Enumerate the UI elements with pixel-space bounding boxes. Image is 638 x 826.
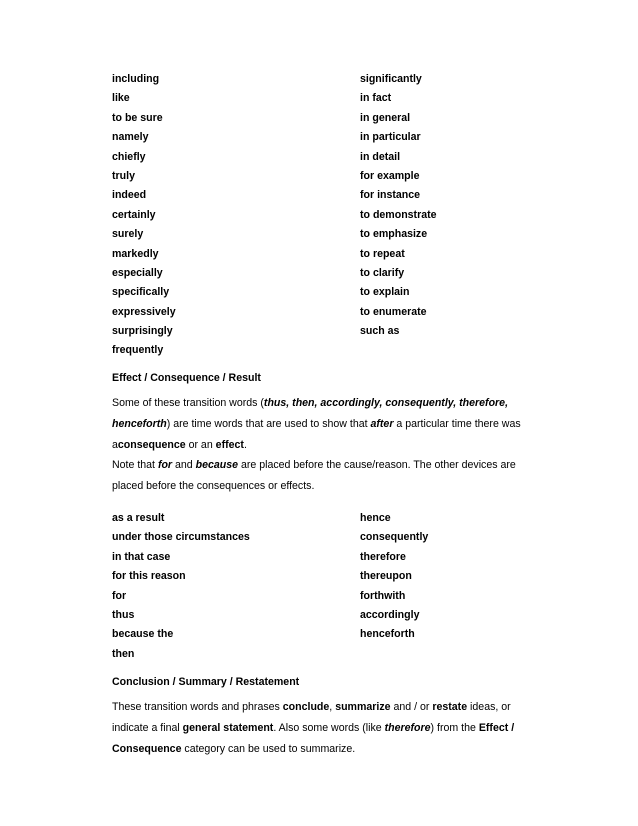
list-row	[112, 587, 542, 606]
bold-term: therefore	[384, 722, 431, 734]
text: Some of these transition words (	[112, 397, 264, 409]
list-item-left: truly	[112, 169, 135, 182]
bold-term: effect	[215, 439, 244, 451]
list-row	[112, 264, 542, 283]
list-item-right: thereupon	[360, 570, 412, 583]
list-row	[112, 322, 542, 341]
text: . Also some words (like	[273, 722, 385, 734]
list-item-left: namely	[112, 131, 149, 144]
list-row	[112, 167, 542, 186]
list-item-left: under those circumstances	[112, 531, 250, 544]
list-item-left: thus	[112, 608, 135, 621]
transition-word-list-effect	[112, 509, 542, 664]
text: ,	[329, 701, 336, 713]
list-item-right: in general	[360, 111, 411, 124]
text: ) from the	[430, 722, 479, 734]
list-item-right: in detail	[360, 150, 401, 163]
list-item-right: henceforth	[360, 628, 415, 641]
list-item-left: especially	[112, 266, 163, 279]
list-row	[112, 303, 542, 322]
text: ) are time words that are used to show that	[166, 418, 371, 430]
list-item-right: to emphasize	[360, 228, 428, 241]
list-item-left: surprisingly	[112, 325, 173, 338]
list-item-right: in fact	[360, 92, 392, 105]
list-item-right: for example	[360, 169, 420, 182]
cause-note-paragraph	[112, 455, 532, 497]
bold-term: for	[157, 459, 173, 471]
list-row	[112, 606, 542, 625]
list-item-left: for	[112, 589, 127, 602]
effect-description-paragraph	[112, 393, 532, 456]
list-row	[112, 70, 542, 89]
section-heading-conclusion: Conclusion / Summary / Restatement	[112, 676, 300, 688]
text: are placed before the cause/reason. The other devices are placed before the consequences or effects.	[112, 459, 516, 492]
text: Note that	[112, 459, 158, 471]
list-row	[112, 283, 542, 302]
list-row	[112, 245, 542, 264]
list-item-right: to explain	[360, 286, 410, 299]
bold-term: general statement	[182, 722, 274, 734]
bold-term: because	[195, 459, 239, 471]
list-row	[112, 186, 542, 205]
list-item-left: to be sure	[112, 111, 163, 124]
list-row	[112, 148, 542, 167]
list-item-left: for this reason	[112, 570, 186, 583]
bold-term: thus, then, accordingly, consequently, therefore,	[263, 397, 509, 409]
section-heading-effect: Effect / Consequence / Result	[112, 372, 261, 384]
text: a particular time there was a	[112, 418, 521, 451]
text: and / or	[390, 701, 433, 713]
text: and	[172, 459, 196, 471]
transition-word-list-emphasis	[112, 70, 542, 361]
bold-term: restate	[432, 701, 468, 713]
list-item-right: significantly	[360, 73, 422, 85]
list-item-left: certainly	[112, 208, 156, 221]
conclusion-description-paragraph	[112, 697, 532, 760]
text: category can be used to summarize.	[181, 743, 356, 755]
list-item-right: accordingly	[360, 608, 420, 621]
list-item-right: in particular	[360, 131, 421, 144]
list-item-left: like	[112, 92, 130, 105]
list-item-left: surely	[112, 228, 144, 241]
list-item-right: such as	[360, 325, 400, 338]
list-row	[112, 128, 542, 147]
list-item-right: to enumerate	[360, 305, 427, 318]
list-row	[112, 625, 542, 644]
list-row	[112, 89, 542, 108]
list-item-left: then	[112, 647, 135, 660]
bold-term: conclude	[282, 701, 330, 713]
list-item-left: as a result	[112, 512, 165, 524]
list-item-right: to clarify	[360, 266, 405, 279]
list-item-left: in that case	[112, 550, 171, 563]
list-item-left: indeed	[112, 189, 147, 202]
list-item-left: because the	[112, 628, 174, 641]
list-item-left: specifically	[112, 286, 170, 299]
text: These transition words and phrases	[112, 701, 283, 713]
list-row	[112, 206, 542, 225]
list-row	[112, 109, 542, 128]
list-item-right: to repeat	[360, 247, 405, 260]
list-row	[112, 548, 542, 567]
list-item-left: markedly	[112, 247, 159, 260]
list-row	[112, 341, 542, 360]
list-item-right: hence	[360, 512, 391, 524]
list-row	[112, 645, 542, 664]
list-item-right: therefore	[360, 550, 406, 563]
list-item-right: forthwith	[360, 589, 406, 602]
list-item-left: chiefly	[112, 150, 146, 163]
text: .	[243, 439, 247, 451]
bold-term: henceforth	[112, 418, 167, 430]
list-item-right: consequently	[360, 531, 429, 544]
list-item-right: for instance	[360, 189, 421, 202]
list-item-left: frequently	[112, 344, 164, 357]
bold-term: Effect / Consequence	[112, 722, 515, 755]
list-item-right: to demonstrate	[360, 208, 437, 221]
bold-term: consequence	[117, 439, 186, 451]
text: or an	[185, 439, 216, 451]
list-item-left: including	[112, 73, 160, 85]
bold-term: summarize	[335, 701, 391, 713]
list-item-left: expressively	[112, 305, 176, 318]
list-row	[112, 509, 542, 528]
text: ideas, or indicate a final	[112, 701, 511, 734]
list-row	[112, 528, 542, 547]
list-row	[112, 225, 542, 244]
list-row	[112, 567, 542, 586]
bold-term: after	[370, 418, 394, 430]
